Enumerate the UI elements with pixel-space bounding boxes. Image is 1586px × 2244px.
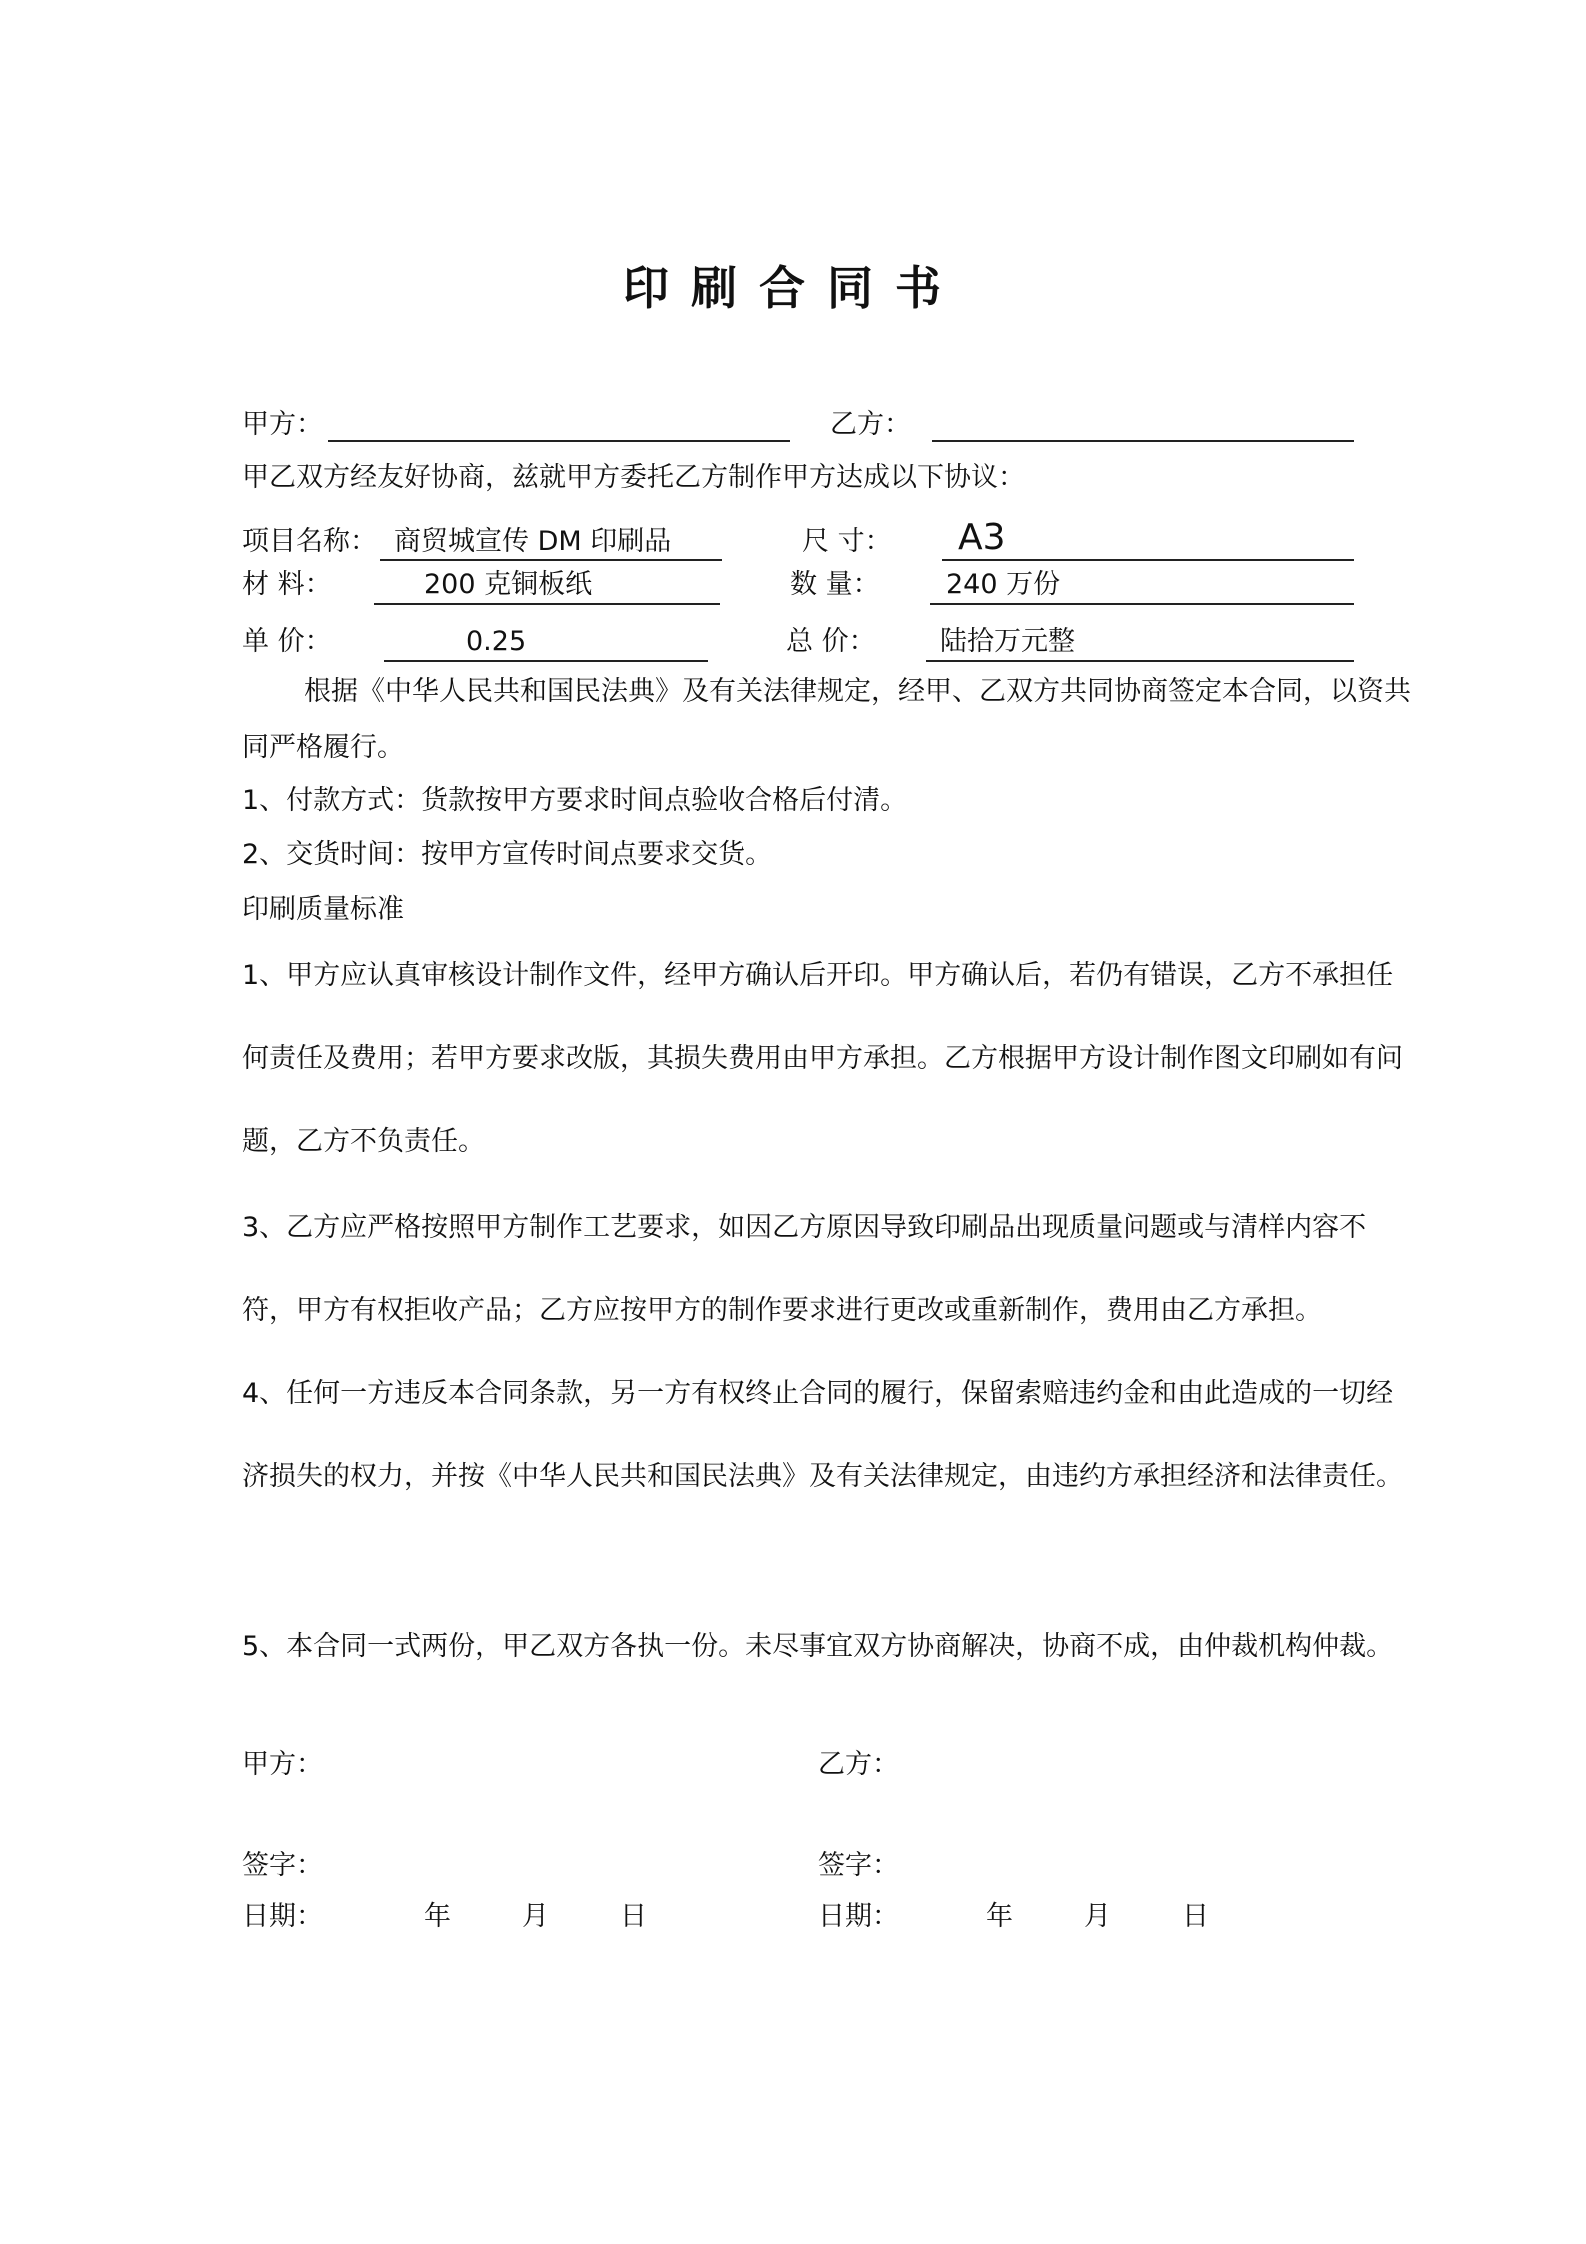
signature-party-b-date: 日期： bbox=[818, 1901, 899, 1932]
basis-paragraph bbox=[242, 664, 1414, 776]
quantity-value: 240 万份 bbox=[946, 569, 1061, 600]
quality-clause-1 bbox=[242, 934, 1414, 1183]
size-underline bbox=[942, 559, 1354, 561]
material-label: 材 料： bbox=[242, 569, 332, 600]
project-name-label: 项目名称： bbox=[242, 526, 377, 557]
unit-price-underline bbox=[384, 660, 708, 662]
size-label: 尺 寸： bbox=[802, 526, 892, 557]
quality-heading: 印刷质量标准 bbox=[242, 894, 404, 925]
party-b-input-line[interactable] bbox=[932, 440, 1354, 442]
quality-clause-4-text: 4、任何一方违反本合同条款，另一方有权终止合同的履行，保留索赔违约金和由此造成的一切经济损失的权力，并按《中华人民共和国民法典》及有关法律规定，由违约方承担经济和法律责任。 bbox=[242, 1378, 1403, 1492]
quantity-label: 数 量： bbox=[790, 569, 880, 600]
total-price-value: 陆拾万元整 bbox=[940, 626, 1075, 657]
size-value: A3 bbox=[958, 517, 1006, 558]
signature-party-b-sign: 签字： bbox=[818, 1850, 899, 1881]
quantity-underline bbox=[930, 603, 1354, 605]
party-a-input-line[interactable] bbox=[328, 440, 790, 442]
quality-clause-3-text: 3、乙方应严格按照甲方制作工艺要求，如因乙方原因导致印刷品出现质量问题或与清样内容不符，甲方有权拒收产品；乙方应按甲方的制作要求进行更改或重新制作，费用由乙方承担。 bbox=[242, 1212, 1367, 1326]
signature-party-a: 甲方： bbox=[242, 1749, 323, 1780]
signature-party-a-sign: 签字： bbox=[242, 1850, 323, 1881]
document-title: 印刷合同书 bbox=[623, 261, 963, 315]
material-underline bbox=[374, 603, 720, 605]
signature-party-b: 乙方： bbox=[818, 1749, 899, 1780]
total-price-label: 总 价： bbox=[786, 626, 876, 657]
quality-clause-5: 5、本合同一式两份，甲乙双方各执一份。未尽事宜双方协商解决，协商不成，由仲裁机构仲裁。 bbox=[242, 1631, 1394, 1662]
quality-clause-1-text: 1、甲方应认真审核设计制作文件，经甲方确认后开印。甲方确认后，若仍有错误，乙方不承担任何责任及费用；若甲方要求改版，其损失费用由甲方承担。乙方根据甲方设计制作图文印刷如有问题，乙方不负责任。 bbox=[242, 960, 1403, 1157]
quality-clause-4 bbox=[242, 1352, 1414, 1518]
total-price-underline bbox=[926, 660, 1354, 662]
basis-text: 根据《中华人民共和国民法典》及有关法律规定，经甲、乙双方共同协商签定本合同，以资共同严格履行。 bbox=[242, 676, 1411, 763]
party-b-year: 年 bbox=[986, 1901, 1013, 1932]
quality-clause-3 bbox=[242, 1186, 1414, 1352]
payment-clause: 1、付款方式：货款按甲方要求时间点验收合格后付清。 bbox=[242, 785, 908, 816]
party-a-month: 月 bbox=[522, 1901, 549, 1932]
delivery-clause: 2、交货时间：按甲方宣传时间点要求交货。 bbox=[242, 839, 773, 870]
party-b-label: 乙方： bbox=[830, 409, 911, 440]
material-value: 200 克铜板纸 bbox=[424, 569, 593, 600]
intro-text: 甲乙双方经友好协商，兹就甲方委托乙方制作甲方达成以下协议： bbox=[242, 462, 1025, 493]
party-a-day: 日 bbox=[620, 1901, 647, 1932]
party-a-year: 年 bbox=[424, 1901, 451, 1932]
party-b-month: 月 bbox=[1084, 1901, 1111, 1932]
unit-price-value: 0.25 bbox=[466, 626, 527, 657]
signature-party-a-date: 日期： bbox=[242, 1901, 323, 1932]
party-a-label: 甲方： bbox=[242, 409, 323, 440]
project-name-value: 商贸城宣传 DM 印刷品 bbox=[394, 526, 672, 557]
project-name-underline bbox=[380, 559, 722, 561]
party-b-day: 日 bbox=[1182, 1901, 1209, 1932]
unit-price-label: 单 价： bbox=[242, 626, 332, 657]
